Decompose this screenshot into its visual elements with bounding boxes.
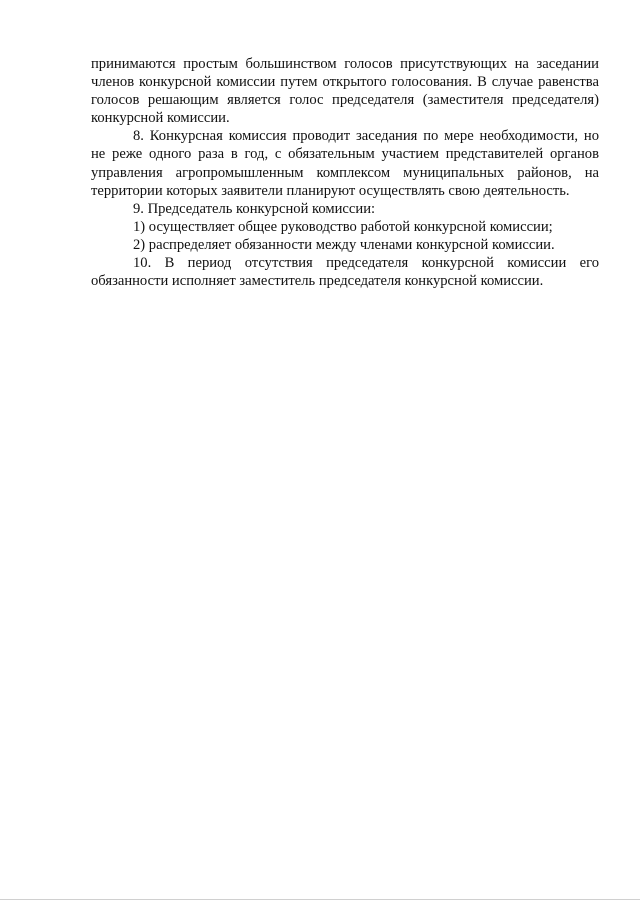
paragraph-item-9: 9. Председатель конкурсной комиссии: — [133, 200, 376, 217]
paragraph-voting-rules: принимаются простым большинством голосов присутствующих на заседании членов конкурсной комиссии путем открытого голосования. В случае равенства голосов решающим является голос председателя (заместителя председателя) конкурсной комиссии. — [91, 56, 599, 127]
paragraph-item-10: 10. В период отсутствия председателя конкурсной комиссии его обязанности исполняет заместитель председателя конкурсной комиссии. — [91, 255, 599, 290]
paragraph-item-9-1: 1) осуществляет общее руководство работой конкурсной комиссии; — [133, 218, 553, 235]
paragraph-item-9-2: 2) распределяет обязанности между членами конкурсной комиссии. — [133, 236, 555, 253]
document-body — [91, 55, 599, 290]
paragraph-item-8: 8. Конкурсная комиссия проводит заседания по мере необходимости, но не реже одного раза в год, с обязательным участием представителей органов управления агропромышленным комплексом муниципальных районов, на территории которых заявители планируют осуществлять свою деятельность. — [91, 128, 599, 199]
scan-edge-line — [0, 899, 640, 900]
